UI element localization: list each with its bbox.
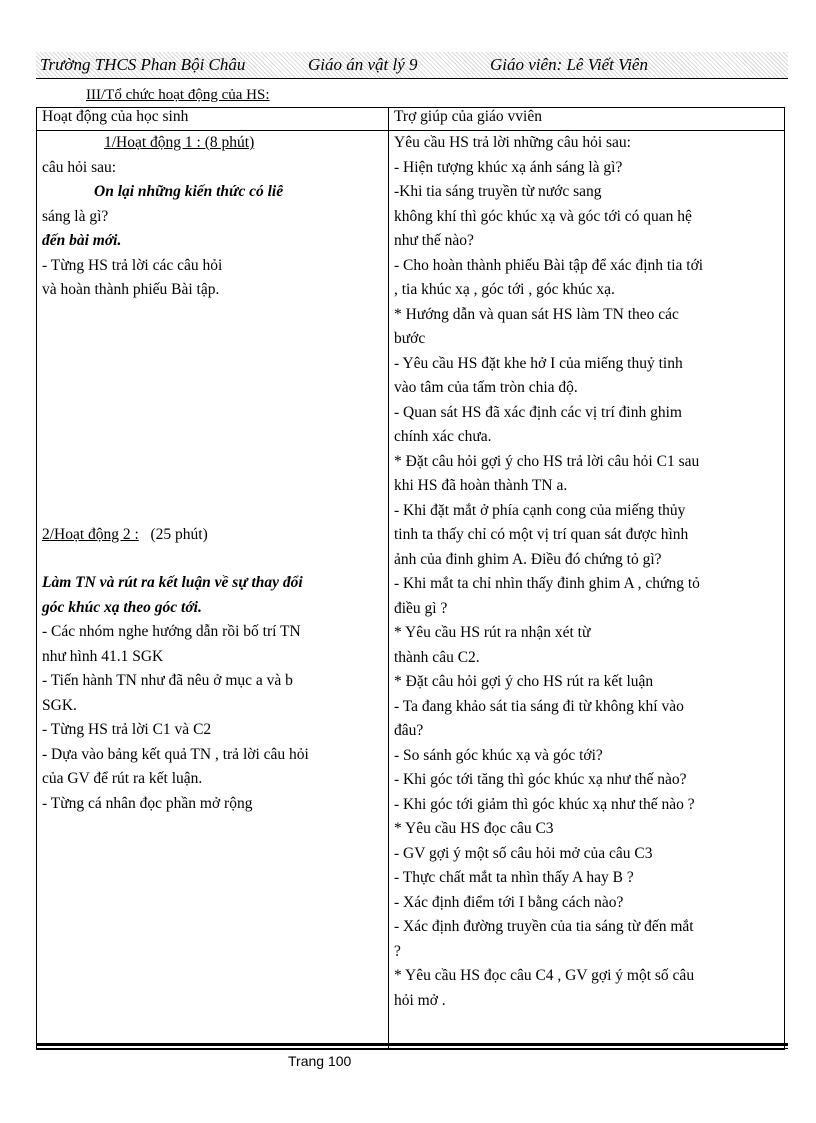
page-number: Trang 100 bbox=[288, 1053, 352, 1069]
text-line: - Tiến hành TN như đã nêu ở mục a và b bbox=[42, 672, 293, 689]
text-line: - Ta đang khảo sát tia sáng đi từ không khí vào bbox=[394, 697, 684, 715]
teacher-support-lines bbox=[394, 131, 779, 1013]
text-line: - Yêu cầu HS đặt khe hở I của miếng thuỷ tinh bbox=[394, 354, 683, 372]
text-line: - Khi góc tới tăng thì góc khúc xạ như thế nào? bbox=[394, 771, 687, 788]
text-line: chính xác chưa. bbox=[394, 428, 492, 445]
text-line: * Hướng dẫn và quan sát HS làm TN theo các bbox=[394, 305, 679, 323]
text-line: như thế nào? bbox=[394, 232, 474, 249]
text-line: - GV gợi ý một số câu hỏi mở của câu C3 bbox=[394, 844, 653, 862]
text-line: góc khúc xạ theo góc tới. bbox=[42, 598, 202, 616]
text-line: sáng là gì? bbox=[42, 207, 109, 225]
text-line: * Đặt câu hỏi gợi ý cho HS trả lời câu hỏi C1 sau bbox=[394, 452, 700, 470]
text-line: - Từng HS trả lời C1 và C2 bbox=[42, 721, 212, 738]
text-line: ảnh của đinh ghim A. Điều đó chứng tỏ gì? bbox=[394, 550, 662, 568]
text-line: không khí thì góc khúc xạ và góc tới có quan hệ bbox=[394, 207, 692, 225]
activity-2-title: 2/Hoạt động 2 : (25 phút) bbox=[42, 525, 208, 543]
footer-divider-thin bbox=[36, 1048, 788, 1049]
text-line: - Xác định đường truyền của tia sáng từ đến mắt bbox=[394, 918, 694, 935]
text-line: tinh ta thấy chỉ có một vị trí quan sát được hình bbox=[394, 526, 689, 543]
text-line: , tia khúc xạ , góc tới , góc khúc xạ. bbox=[394, 281, 615, 298]
footer-divider bbox=[36, 1043, 788, 1046]
text-line: - Thực chất mắt ta nhìn thấy A hay B ? bbox=[394, 869, 634, 886]
text-line: -Khi tia sáng truyền từ nước sang bbox=[394, 183, 602, 200]
text-line: và hoàn thành phiếu Bài tập. bbox=[42, 281, 220, 298]
text-line: khi HS đã hoàn thành TN a. bbox=[394, 477, 568, 494]
text-line: * Yêu cầu HS đọc câu C4 , GV gợi ý một số câu bbox=[394, 967, 695, 984]
text-line: - Xác định điểm tới I bằng cách nào? bbox=[394, 893, 624, 911]
text-line: - Quan sát HS đã xác định các vị trí đinh ghim bbox=[394, 403, 682, 421]
text-line: - Khi mắt ta chỉ nhìn thấy đinh ghim A , chứng tỏ bbox=[394, 575, 700, 592]
text-line: * Yêu cầu HS đọc câu C3 bbox=[394, 820, 554, 837]
table-row bbox=[37, 131, 785, 1050]
text-line: * Yêu cầu HS rút ra nhận xét từ bbox=[394, 624, 591, 641]
text-line: của GV để rút ra kết luận. bbox=[42, 770, 203, 787]
student-activity-cell bbox=[37, 131, 389, 1050]
teacher-support-header: Trợ giúp của giáo vviên bbox=[389, 108, 785, 131]
text-line: - Dựa vào bảng kết quả TN , trả lời câu hỏi bbox=[42, 745, 309, 763]
table-header-row bbox=[37, 108, 785, 131]
school-name: Trường THCS Phan Bội Châu bbox=[40, 55, 246, 74]
text-line: Yêu cầu HS trả lời những câu hỏi sau: bbox=[394, 134, 631, 151]
teacher-support-cell bbox=[389, 131, 785, 1050]
text-line: * Đặt câu hỏi gợi ý cho HS rút ra kết luận bbox=[394, 673, 654, 690]
text-line: đến bài mới. bbox=[42, 232, 122, 249]
subject-name: Giáo án vật lý 9 bbox=[308, 55, 418, 74]
teacher-name: Giáo viên: Lê Viết Viên bbox=[490, 55, 648, 74]
text-line: SGK. bbox=[42, 696, 77, 714]
section-title: III/Tổ chức hoạt động của HS: bbox=[86, 87, 270, 103]
text-line: thành câu C2. bbox=[394, 648, 480, 666]
text-line: câu hỏi sau: bbox=[42, 158, 117, 176]
text-line: Làm TN và rút ra kết luận về sự thay đổi bbox=[42, 574, 303, 591]
text-line: - Từng HS trả lời các câu hỏi bbox=[42, 256, 223, 274]
activity-1-title: 1/Hoạt động 1 : (8 phút) bbox=[104, 134, 255, 151]
text-line: - Các nhóm nghe hướng dẫn rồi bố trí TN bbox=[42, 623, 301, 640]
text-line: - Khi đặt mắt ở phía cạnh cong của miếng thủy bbox=[394, 501, 686, 519]
student-activity-header: Hoạt động của học sinh bbox=[37, 108, 389, 131]
page-header bbox=[36, 52, 788, 79]
text-line: vào tâm của tấm tròn chia độ. bbox=[394, 379, 578, 396]
activity-table bbox=[36, 107, 785, 1050]
text-line: - Hiện tượng khúc xạ ánh sáng là gì? bbox=[394, 158, 623, 176]
text-line: - Cho hoàn thành phiếu Bài tập để xác định tia tới bbox=[394, 256, 704, 274]
text-line: điều gì ? bbox=[394, 599, 448, 617]
text-line: - So sánh góc khúc xạ và góc tới? bbox=[394, 746, 603, 764]
text-line: đâu? bbox=[394, 722, 424, 739]
text-line: - Từng cá nhân đọc phần mở rộng bbox=[42, 794, 253, 812]
text-line: hỏi mở . bbox=[394, 991, 446, 1009]
text-line: On lại những kiến thức có liê bbox=[94, 183, 284, 200]
text-line: - Khi góc tới giảm thì góc khúc xạ như thế nào ? bbox=[394, 795, 695, 813]
text-line: ? bbox=[394, 942, 401, 960]
text-line: như hình 41.1 SGK bbox=[42, 647, 164, 665]
text-line: bước bbox=[394, 330, 426, 347]
